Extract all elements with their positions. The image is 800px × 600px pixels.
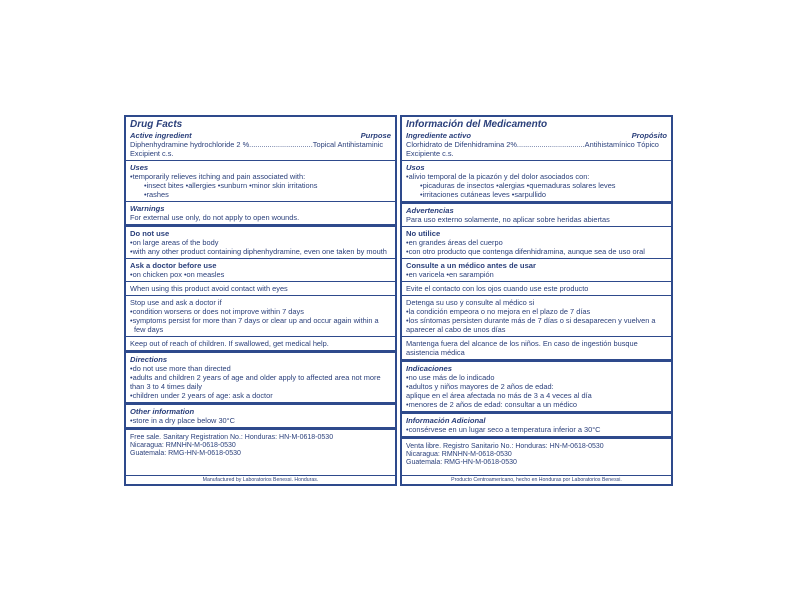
directions-line: •no use más de lo indicado <box>406 373 495 382</box>
stop-use-line: Detenga su uso y consulte al médico si <box>406 298 535 307</box>
active-ingredient-header <box>406 131 667 140</box>
other-info-heading: Información Adicional <box>406 416 486 425</box>
directions-line: •menores de 2 años de edad: consultar a un médico <box>406 400 578 409</box>
directions-line: •children under 2 years of age: ask a doctor <box>130 391 273 400</box>
other-info-section <box>402 414 671 439</box>
ask-doctor-section <box>402 259 671 282</box>
manufacturer-footer: Manufactured by Laboratorios Benessi. Honduras. <box>126 475 395 484</box>
registration-line: Venta libre. Registro Sanitario No.: Honduras: HN-M-0618-0530 <box>406 443 604 450</box>
excipient-line: Excipient c.s. <box>130 149 174 158</box>
other-info-heading: Other information <box>130 407 195 416</box>
active-ingredient-header <box>130 131 391 140</box>
keep-out-line: Mantenga fuera del alcance de los niños. En caso de ingestión busque <box>406 339 638 348</box>
keep-out-section <box>126 337 395 353</box>
stop-use-line: •condition worsens or does not improve within 7 days <box>130 307 304 316</box>
uses-line: •alivio temporal de la picazón y del dolor asociados con: <box>406 172 590 181</box>
uses-heading: Uses <box>130 163 149 172</box>
manufacturer-footer: Producto Centroamericano, hecho en Honduras por Laboratorios Benessi. <box>402 475 671 484</box>
keep-out-text: Keep out of reach of children. If swallowed, get medical help. <box>130 339 329 348</box>
panel-title: Información del Medicamento <box>406 119 548 130</box>
stop-use-section <box>402 296 671 337</box>
stop-use-line: few days <box>134 325 164 334</box>
do-not-use-line: •con otro producto que contenga difenhidramina, aunque sea de uso oral <box>406 247 645 256</box>
do-not-use-heading: Do not use <box>130 229 170 238</box>
other-info-line: •consérvese en un lugar seco a temperatura inferior a 30°C <box>406 425 601 434</box>
ask-doctor-heading: Ask a doctor before use <box>130 261 217 270</box>
directions-line: •adultos y niños mayores de 2 años de edad: <box>406 382 554 391</box>
uses-heading: Usos <box>406 163 425 172</box>
registration-line: Guatemala: RMG-HN-M-0618-0530 <box>130 450 241 457</box>
directions-line: •do not use more than directed <box>130 364 231 373</box>
ask-doctor-line: •on chicken pox •on measles <box>130 270 225 279</box>
warnings-heading: Advertencias <box>406 206 454 215</box>
do-not-use-section <box>126 227 395 259</box>
registration-line: Free sale. Sanitary Registration No.: Honduras: HN-M-0618-0530 <box>130 434 334 441</box>
ask-doctor-section <box>126 259 395 282</box>
uses-line: •temporarily relieves itching and pain associated with: <box>130 172 306 181</box>
ask-doctor-line: •en varicela •en sarampión <box>406 270 494 279</box>
title-section <box>402 117 671 161</box>
registration-line: Nicaragua: RMNHN-M-0618-0530 <box>130 442 236 449</box>
active-ingredient-line: Diphenhydramine hydrochloride 2 %...............................Topical Antihistaminic <box>130 140 384 149</box>
ask-doctor-heading: Consulte a un médico antes de usar <box>406 261 536 270</box>
other-info-line: •store in a dry place below 30°C <box>130 416 235 425</box>
keep-out-section <box>402 337 671 362</box>
do-not-use-line: •with any other product containing diphenhydramine, even one taken by mouth <box>130 247 387 256</box>
avoid-contact-text: When using this product avoid contact with eyes <box>130 284 288 293</box>
active-ingredient-label: Ingrediente activo <box>406 131 471 140</box>
uses-line: •insect bites •allergies •sunburn •minor skin irritations <box>144 181 318 190</box>
stop-use-line: •la condición empeora o no mejora en el plazo de 7 días <box>406 307 591 316</box>
directions-line: •adults and children 2 years of age and older apply to affected area not more <box>130 373 381 382</box>
active-ingredient-line: Clorhidrato de Difenhidramina 2%.................................Antihistamínico Tópico <box>406 140 659 149</box>
do-not-use-line: •en grandes áreas del cuerpo <box>406 238 503 247</box>
uses-line: •rashes <box>144 190 169 199</box>
purpose-label: Purpose <box>360 131 391 140</box>
title-section <box>126 117 395 161</box>
stop-use-line: •los síntomas persisten durante más de 7 días o si desaparecen y vuelven a <box>406 316 656 325</box>
stop-use-line: •symptoms persist for more than 7 days or clear up and occur again within a <box>130 316 379 325</box>
registration-line: Nicaragua: RMNHN-M-0618-0530 <box>406 451 512 458</box>
uses-line: •picaduras de insectos •alergias •quemaduras solares leves <box>420 181 616 190</box>
active-ingredient-label: Active ingredient <box>130 131 192 140</box>
keep-out-line: asistencia médica <box>406 348 465 357</box>
warnings-section <box>126 202 395 227</box>
directions-section <box>126 353 395 405</box>
directions-section <box>402 362 671 414</box>
registration-section <box>126 430 395 460</box>
warnings-section <box>402 204 671 227</box>
avoid-contact-section <box>126 282 395 296</box>
registration-line: Guatemala: RMG-HN-M-0618-0530 <box>406 459 517 466</box>
drug-facts-panel-spanish <box>400 115 673 486</box>
panel-title: Drug Facts <box>130 119 183 130</box>
do-not-use-line: •on large areas of the body <box>130 238 219 247</box>
do-not-use-heading: No utilice <box>406 229 441 238</box>
do-not-use-section <box>402 227 671 259</box>
other-info-section <box>126 405 395 430</box>
directions-heading: Indicaciones <box>406 364 453 373</box>
warnings-text: For external use only, do not apply to open wounds. <box>130 213 300 222</box>
uses-line: •irritaciones cutáneas leves •sarpullido <box>420 190 546 199</box>
directions-line: aplique en el área afectada no más de 3 a 4 veces al día <box>406 391 592 400</box>
uses-section <box>126 161 395 202</box>
drug-facts-panel-english <box>124 115 397 486</box>
directions-heading: Directions <box>130 355 168 364</box>
stop-use-section <box>126 296 395 337</box>
purpose-label: Propósito <box>631 131 667 140</box>
uses-section <box>402 161 671 204</box>
stop-use-line: Stop use and ask a doctor if <box>130 298 222 307</box>
avoid-contact-text: Evite el contacto con los ojos cuando use este producto <box>406 284 589 293</box>
avoid-contact-section <box>402 282 671 296</box>
warnings-heading: Warnings <box>130 204 165 213</box>
stop-use-line: aparecer al cabo de unos días <box>406 325 506 334</box>
warnings-text: Para uso externo solamente, no aplicar sobre heridas abiertas <box>406 215 610 224</box>
directions-line: than 3 to 4 times daily <box>130 382 202 391</box>
excipient-line: Excipiente c.s. <box>406 149 454 158</box>
registration-section <box>402 439 671 469</box>
